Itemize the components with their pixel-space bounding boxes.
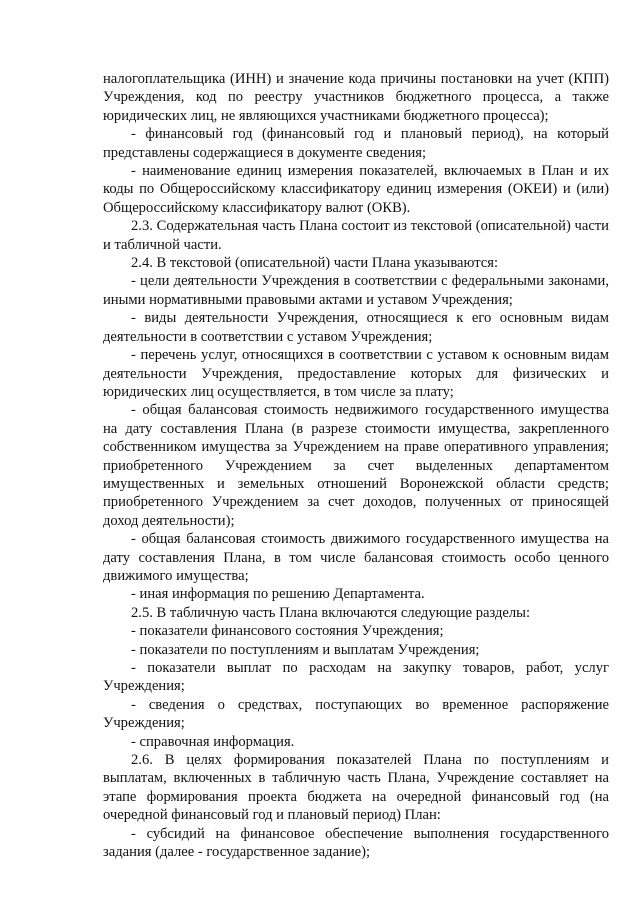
paragraph-2-6: 2.6. В целях формирования показателей Плана по поступлениям и выплатам, включенных в табличную часть Плана, Учреждение составляет на этапе формирования проекта бюджета на очередной финансовый год (на очередной финансовый год и плановый период) План: — [103, 752, 609, 824]
paragraph-real-estate-value: - общая балансовая стоимость недвижимого государственного имущества на дату составления Плана (в разрезе стоимости имущества, закрепленного собственником имущества за Учреждением на праве оперативного управления; приобретенного Учреждением за счет выделенных департаментом имущественных и земельных отношений Воронежской области средств; приобретенного Учреждением за счет доходов, полученных от приносящей доход деятельности); — [103, 402, 609, 529]
paragraph-reference-info: - справочная информация. — [131, 733, 295, 750]
paragraph-services-list: - перечень услуг, относящихся в соответствии с уставом к основным видам деятельности Учреждения, предоставление которых для физических и юридических лиц осуществляется, в том числе за плату; — [103, 347, 609, 400]
paragraph-taxpayer-codes: налогоплательщика (ИНН) и значение кода причины постановки на учет (КПП) Учреждения, код по реестру участников бюджетного процесса, а также юридических лиц, не являющихся участниками бюджетного процесса); — [103, 71, 609, 124]
paragraph-2-5: 2.5. В табличную часть Плана включаются следующие разделы: — [131, 604, 531, 621]
paragraph-activity-types: - виды деятельности Учреждения, относящиеся к его основным видам деятельности в соответствии с уставом Учреждения; — [103, 310, 609, 345]
paragraph-procurement-payments: - показатели выплат по расходам на закупку товаров, работ, услуг Учреждения; — [103, 660, 609, 695]
paragraph-movable-property-value: - общая балансовая стоимость движимого государственного имущества на дату составления Плана, в том числе балансовая стоимость особо ценного движимого имущества; — [103, 531, 609, 584]
paragraph-units-of-measure: - наименование единиц измерения показателей, включаемых в План и их коды по Общероссийскому классификатору единиц измерения (ОКЕИ) и (или) Общероссийскому классификатору валют (ОКВ). — [103, 163, 609, 216]
document-body — [103, 70, 609, 861]
paragraph-receipts-payments: - показатели по поступлениям и выплатам Учреждения; — [131, 641, 480, 658]
paragraph-financial-state: - показатели финансового состояния Учреждения; — [131, 623, 444, 640]
paragraph-goals: - цели деятельности Учреждения в соответствии с федеральными законами, иными нормативными правовыми актами и уставом Учреждения; — [103, 273, 609, 308]
paragraph-temporary-funds: - сведения о средствах, поступающих во временное распоряжение Учреждения; — [103, 696, 609, 732]
paragraph-financial-year: - финансовый год (финансовый год и плановый период), на который представлены содержащиеся в документе сведения; — [103, 126, 609, 161]
paragraph-subsidies: - субсидий на финансовое обеспечение выполнения государственного задания (далее - государственное задание); — [103, 825, 609, 861]
paragraph-other-info: - иная информация по решению Департамента. — [131, 586, 425, 603]
paragraph-2-3: 2.3. Содержательная часть Плана состоит из текстовой (описательной) части и табличной части. — [103, 218, 609, 253]
paragraph-2-4: 2.4. В текстовой (описательной) части Плана указываются: — [131, 255, 499, 272]
